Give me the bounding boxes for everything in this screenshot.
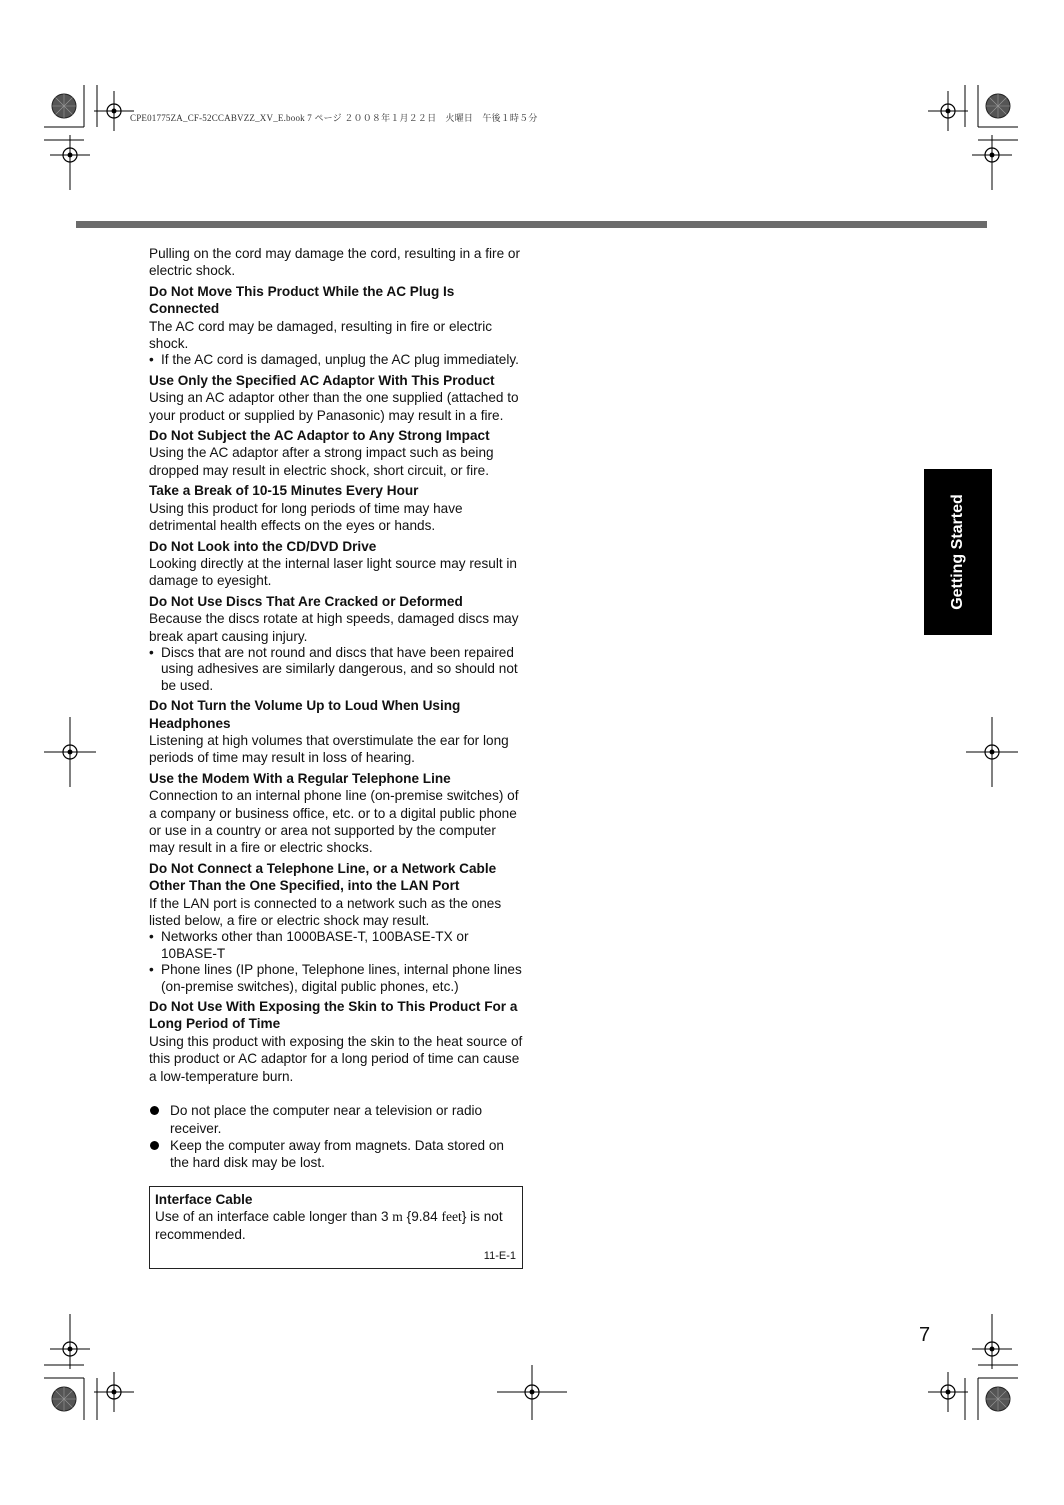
list-item: • Networks other than 1000BASE-T, 100BASE-TX or 10BASE-T (149, 929, 523, 962)
intro-text: Pulling on the cord may damage the cord, resulting in a fire or electric shock. (149, 246, 521, 279)
page-number: 7 (919, 1324, 931, 1346)
bullet-icon (150, 1141, 159, 1150)
box-text: Use of an interface cable longer than 3 m {9.84 feet} is not recommended. (155, 1209, 503, 1242)
section-heading: Do Not Look into the CD/DVD Drive (149, 538, 377, 554)
section-text: Listening at high volumes that overstimulate the ear for long periods of time may result in loss of hearing. (149, 732, 509, 766)
section-text: Because the discs rotate at high speeds, damaged discs may break apart causing injury. (149, 611, 519, 644)
bullet-list (149, 352, 523, 368)
section-text: Using this product for long periods of time may have detrimental health effects on the eyes or hands. (149, 500, 463, 534)
section-heading: Do Not Turn the Volume Up to Loud When Using Headphones (149, 698, 461, 731)
side-tab-label: Getting Started (949, 494, 966, 610)
section-text: If the LAN port is connected to a network such as the ones listed below, a fire or electric shock may result. (149, 895, 502, 929)
section-heading: Use the Modem With a Regular Telephone Line (149, 770, 451, 786)
document-code: 11-E-1 (483, 1249, 516, 1262)
list-item: Do not place the computer near a television or radio receiver. (149, 1102, 523, 1137)
section-text: Looking directly at the internal laser light source may result in damage to eyesight. (149, 555, 517, 589)
list-item: Keep the computer away from magnets. Data stored on the hard disk may be lost. (149, 1137, 523, 1172)
section-heading: Do Not Connect a Telephone Line, or a Network Cable Other Than the One Specified, into the LAN Port (149, 860, 497, 894)
section-heading: Take a Break of 10-15 Minutes Every Hour (149, 483, 419, 499)
section-text: Using this product with exposing the skin to the heat source of this product or AC adaptor for a long period of time can cause a low-temperature burn. (149, 1033, 523, 1084)
main-content (149, 245, 523, 1269)
header-rule (76, 221, 987, 228)
section-heading: Use Only the Specified AC Adaptor With This Product (149, 372, 495, 388)
list-item: • If the AC cord is damaged, unplug the AC plug immediately. (149, 352, 523, 368)
print-file-info: CPE01775ZA_CF-52CCABVZZ_XV_E.book 7 ページ ２００８年１月２２日 火曜日 午後１時５分 (130, 113, 538, 123)
section-text: The AC cord may be damaged, resulting in fire or electric shock. (149, 318, 493, 352)
bullet-list (149, 645, 523, 694)
section-text: Using an AC adaptor other than the one supplied (attached to your product or supplied by Panasonic) may result in a fire. (149, 390, 519, 423)
section-text: Connection to an internal phone line (on-premise switches) of a company or business office, etc. or to a digital public phone or use in a country or area not supported by the computer may result in a fire or electric shocks. (149, 788, 519, 856)
section-heading: Do Not Subject the AC Adaptor to Any Strong Impact (149, 428, 490, 444)
box-title: Interface Cable (155, 1191, 253, 1207)
bullet-icon (150, 1106, 159, 1115)
notes-list (149, 1102, 523, 1172)
section-side-tab (924, 469, 992, 635)
section-heading: Do Not Move This Product While the AC Plug Is Connected (149, 283, 455, 317)
bullet-list (149, 929, 523, 995)
section-text: Using the AC adaptor after a strong impact such as being dropped may result in electric shock, short circuit, or fire. (149, 445, 494, 478)
interface-cable-box (149, 1186, 523, 1269)
section-heading: Do Not Use Discs That Are Cracked or Deformed (149, 593, 463, 609)
list-item: • Phone lines (IP phone, Telephone lines, internal phone lines (on-premise switches), digital public phones, etc.) (149, 962, 523, 995)
list-item: • Discs that are not round and discs that have been repaired using adhesives are similarly dangerous, and so should not be used. (149, 645, 523, 694)
section-heading: Do Not Use With Exposing the Skin to This Product For a Long Period of Time (149, 999, 518, 1032)
